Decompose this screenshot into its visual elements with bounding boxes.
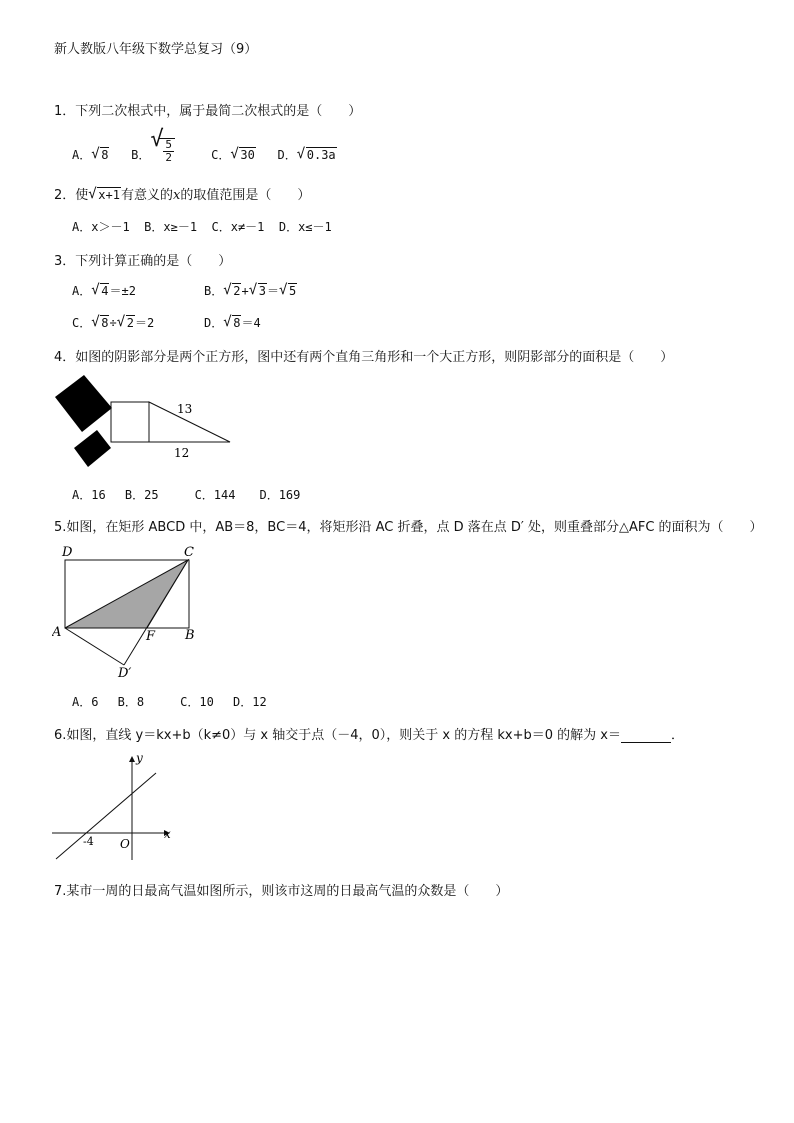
q3-option-a: A． √ 4＝±2 bbox=[72, 282, 136, 298]
question-2-options bbox=[72, 218, 332, 235]
question-4-options: A．16 B．25 C．144 D．169 bbox=[72, 488, 301, 502]
q1-option-b-sqrt: √ $\frac{5}{2}$ bbox=[150, 138, 175, 164]
question-1-options bbox=[72, 127, 337, 168]
x-intercept-label: -4 bbox=[83, 835, 94, 848]
base-label: 12 bbox=[174, 446, 190, 460]
question-1-stem: 1．下列二次根式中，属于最简二次根式的是（ ） bbox=[54, 104, 362, 119]
q1-option-d-sqrt: √ 0.3a bbox=[296, 146, 336, 162]
q3-option-b: B． √ 2+ √ 3＝ √ 5 bbox=[204, 282, 297, 298]
small-shaded-square bbox=[74, 430, 111, 467]
question-2-stem: 2．使 √ x+1有意义的x的取值范围是（ ） bbox=[54, 186, 311, 203]
overlap-triangle-afc bbox=[65, 560, 188, 628]
x-axis-label: x bbox=[164, 827, 171, 841]
label-a: A bbox=[52, 625, 62, 640]
q2-option-c: C．x≠－1 bbox=[211, 220, 265, 234]
q1-option-a-sqrt: √ 8 bbox=[91, 146, 109, 162]
q3-option-c: C． √ 8÷ √ 2＝2 bbox=[72, 314, 155, 330]
label-d-prime: D′ bbox=[118, 666, 132, 680]
q1-option-a-label: A． bbox=[72, 148, 92, 162]
q1-option-b-label: B． bbox=[131, 148, 151, 162]
question-5-stem: 5.如图，在矩形 ABCD 中，AB＝8，BC＝4，将矩形沿 AC 折叠，点 D 落在点 D′ 处，则重叠部分△AFC 的面积为（ ） bbox=[54, 520, 763, 535]
label-c: C bbox=[184, 545, 194, 560]
question-6-stem: 6.如图，直线 y＝kx+b（k≠0）与 x 轴交于点（－4，0），则关于 x 的方程 kx+b＝0 的解为 x＝ ． bbox=[54, 728, 684, 743]
origin-label: O bbox=[120, 837, 130, 851]
question-7-stem: 7.某市一周的日最高气温如图所示，则该市这周的日最高气温的众数是（ ） bbox=[54, 884, 509, 899]
line-y-kx-b bbox=[56, 773, 156, 859]
answer-blank[interactable] bbox=[621, 730, 671, 743]
question-5-figure bbox=[52, 540, 212, 680]
question-3-stem: 3．下列计算正确的是（ ） bbox=[54, 254, 232, 269]
large-square bbox=[111, 402, 149, 442]
question-6-figure bbox=[52, 752, 182, 864]
hypotenuse-label: 13 bbox=[177, 402, 193, 416]
y-axis-arrow bbox=[129, 756, 135, 762]
question-5-options: A．6 B．8 C．10 D．12 bbox=[72, 695, 267, 709]
fold-segment-ad-prime bbox=[65, 628, 124, 665]
q1-option-c-label: C． bbox=[211, 148, 231, 162]
page-title: 新人教版八年级下数学总复习（9） bbox=[54, 42, 258, 57]
question-4-stem: 4．如图的阴影部分是两个正方形，图中还有两个直角三角形和一个大正方形，则阴影部分的面积是（ ） bbox=[54, 350, 674, 365]
q1-option-d-label: D． bbox=[277, 148, 297, 162]
y-axis-label: y bbox=[136, 752, 143, 765]
q3-option-d: D． √ 8＝4 bbox=[204, 314, 261, 330]
q2-option-a: A．x＞－1 bbox=[72, 220, 130, 234]
label-b: B bbox=[185, 628, 195, 643]
q2-sqrt: √ x+1 bbox=[88, 186, 120, 202]
question-4-figure bbox=[52, 372, 242, 472]
q2-option-b: B．x≥－1 bbox=[144, 220, 198, 234]
large-shaded-square bbox=[55, 375, 112, 432]
q2-option-d: D．x≤－1 bbox=[278, 220, 332, 234]
q1-option-c-sqrt: √ 30 bbox=[230, 146, 255, 162]
label-d: D bbox=[62, 545, 73, 560]
label-f: F bbox=[146, 629, 156, 644]
